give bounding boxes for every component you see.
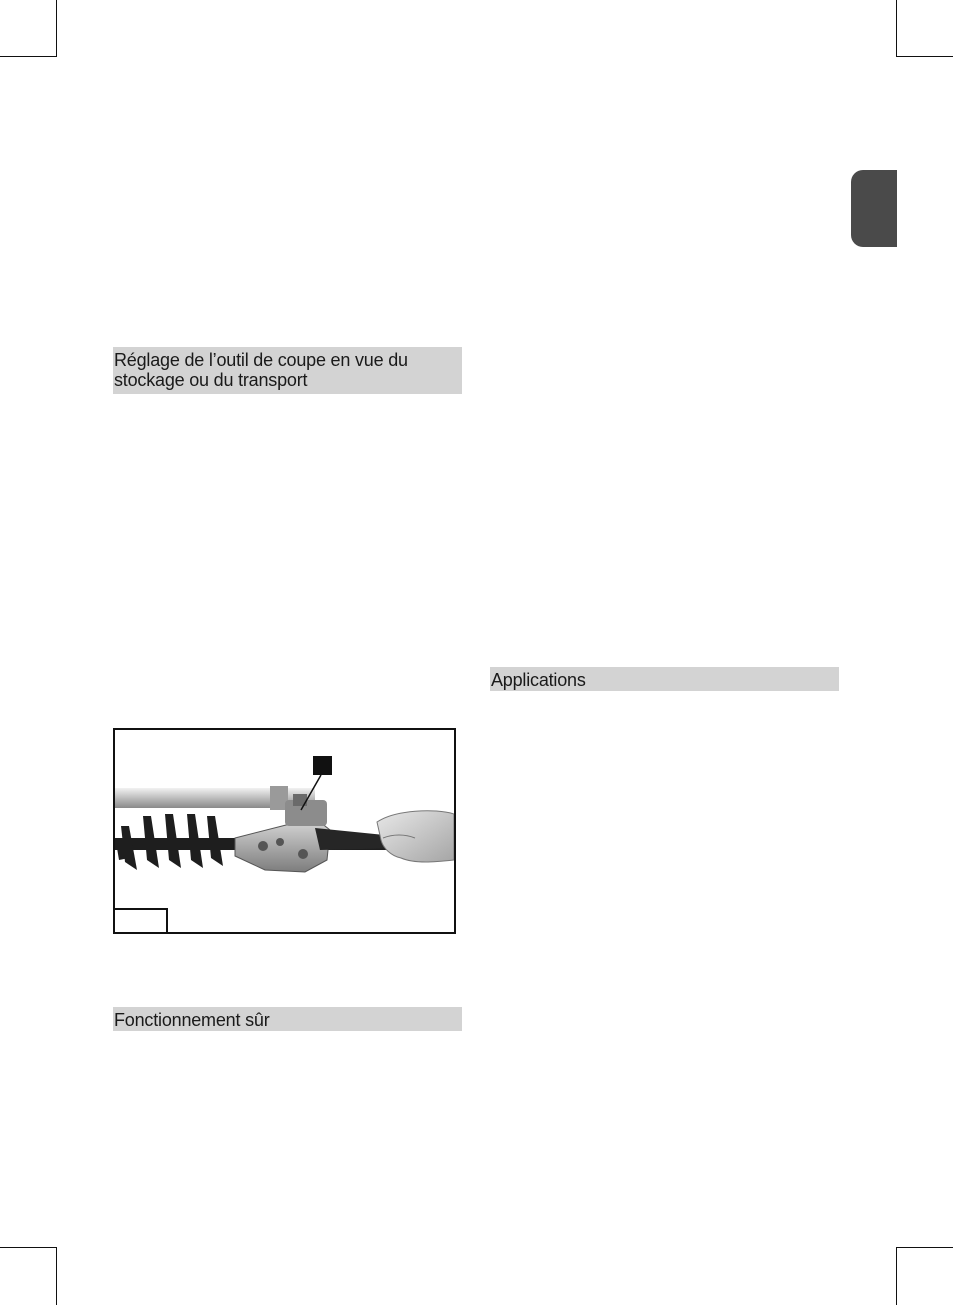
figure-label-box — [115, 908, 168, 932]
heading-storage-transport — [113, 347, 462, 394]
crop-mark — [896, 56, 953, 57]
crop-mark — [56, 0, 57, 57]
crop-mark — [896, 1247, 897, 1305]
crop-mark — [896, 1247, 953, 1248]
hedge-trimmer-photo-icon — [115, 730, 454, 932]
crop-mark — [56, 1247, 57, 1305]
callout-marker-icon — [313, 756, 332, 775]
language-tab — [851, 170, 897, 247]
heading-storage-line2: stockage ou du transport — [114, 370, 308, 390]
crop-mark — [896, 0, 897, 57]
heading-storage-line1: Réglage de l’outil de coupe en vue du — [114, 350, 408, 370]
heading-safe-operation-label: Fonctionnement sûr — [114, 1010, 270, 1030]
heading-applications-label: Applications — [491, 670, 586, 690]
crop-mark — [0, 1247, 57, 1248]
heading-safe-operation — [113, 1007, 462, 1031]
crop-mark — [0, 56, 57, 57]
figure-hedge-trimmer — [113, 728, 456, 934]
heading-applications — [490, 667, 839, 691]
